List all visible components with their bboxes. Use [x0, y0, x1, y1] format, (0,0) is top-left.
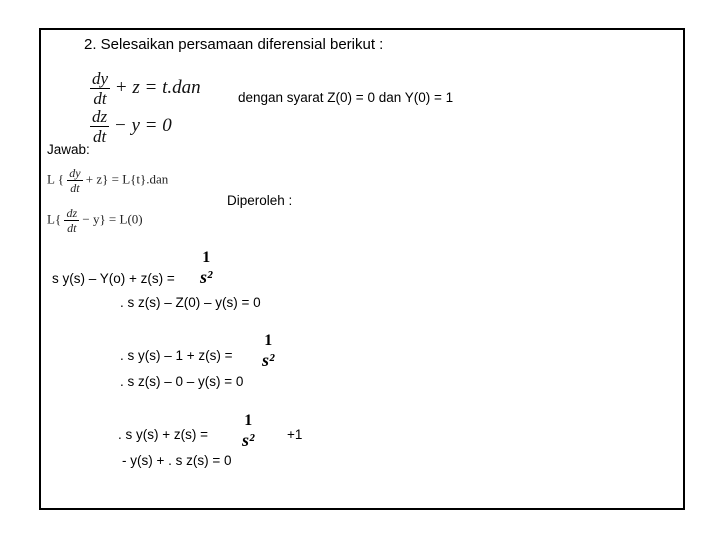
step2-line1: . s y(s) – 1 + z(s) =: [120, 348, 233, 363]
lap2-denominator: dt: [67, 221, 77, 235]
step1-line2: . s z(s) – Z(0) – y(s) = 0: [120, 295, 261, 310]
answer-label: Jawab:: [47, 142, 90, 157]
eq2-fraction: [90, 108, 109, 145]
eq2-denominator: dt: [92, 127, 107, 146]
eq1-numerator: dy: [92, 69, 109, 88]
step1-frac-den: s²: [200, 267, 213, 287]
eq2-rest: − y = 0: [113, 114, 172, 136]
laplace-equation-1: [47, 167, 168, 194]
equation-2: [90, 108, 172, 145]
step2-fraction: [260, 333, 276, 369]
laplace-equation-2: [47, 207, 143, 234]
step3-line1: . s y(s) + z(s) =: [118, 427, 209, 442]
lap2-prefix: L{: [47, 211, 62, 227]
step2-line2: . s z(s) – 0 – y(s) = 0: [120, 374, 244, 389]
equation-1: [90, 70, 201, 107]
lap2-numerator: dz: [66, 206, 78, 220]
lap2-fraction: [64, 207, 79, 234]
eq2-numerator: dz: [92, 107, 108, 126]
eq1-fraction: [90, 70, 110, 107]
result-label: Diperoleh :: [227, 193, 293, 208]
step3-fraction: [240, 413, 256, 449]
step3-frac-den: s²: [242, 430, 255, 450]
lap1-prefix: L {: [47, 171, 64, 187]
lap1-denominator: dt: [70, 181, 80, 195]
eq1-denominator: dt: [93, 89, 107, 108]
step3-frac-num: 1: [244, 412, 253, 429]
step1-frac-num: 1: [202, 249, 211, 266]
lap1-fraction: [67, 167, 82, 194]
lap1-numerator: dy: [69, 166, 81, 180]
initial-condition: dengan syarat Z(0) = 0 dan Y(0) = 1: [238, 90, 454, 105]
problem-title: 2. Selesaikan persamaan diferensial berikut :: [84, 36, 384, 53]
lap2-rest: − y} = L(0): [82, 211, 143, 227]
step3-line2: - y(s) + . s z(s) = 0: [122, 453, 232, 468]
step1-line1: s y(s) – Y(o) + z(s) =: [52, 271, 175, 286]
step3-plus-one: +1: [287, 427, 303, 442]
step1-fraction: [198, 250, 214, 286]
step2-frac-den: s²: [262, 350, 275, 370]
eq1-rest: + z = t.dan: [114, 76, 201, 98]
step2-frac-num: 1: [264, 332, 273, 349]
lap1-rest: + z} = L{t}.dan: [85, 171, 169, 187]
